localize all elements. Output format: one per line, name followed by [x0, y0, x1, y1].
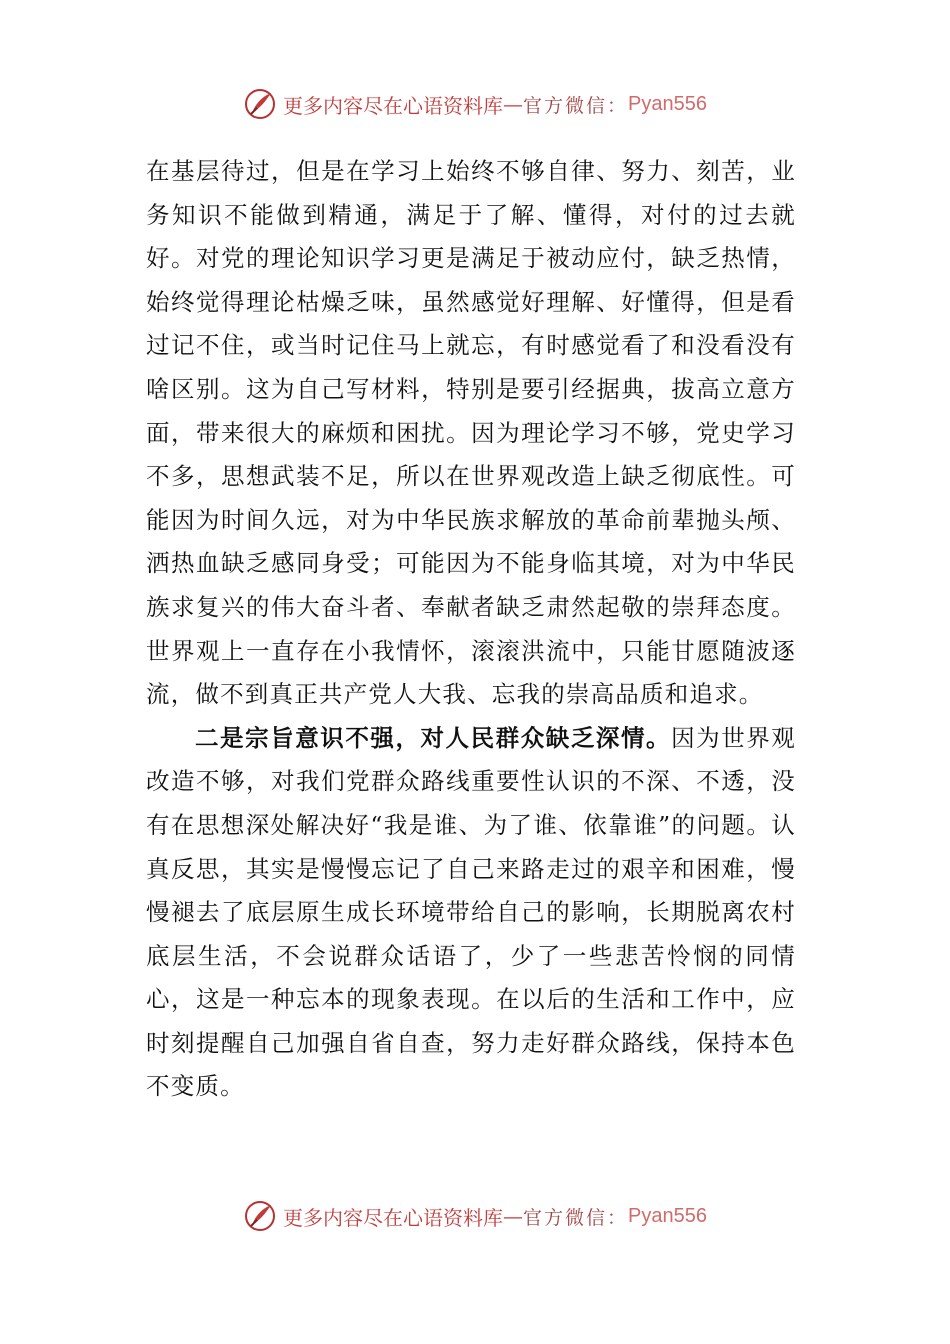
footer-wechat-label: 官方微信：: [523, 1206, 629, 1229]
paragraph-1: 在基层待过，但是在学习上始终不够自律、努力、刻苦，业务知识不能做到精通，满足于了解、懂得，对付的过去就好。对党的理论知识学习更是满足于被动应付，缺乏热情，始终觉得理论枯燥乏味，虽然感觉好理解、好懂得，但是看过记不住，或当时记住马上就忘，有时感觉看了和没看没有啥区别。这为自己写材料，特别是要引经据典，拔高立意方面，带来很大的麻烦和困扰。因为理论学习不够，党史学习不多，思想武装不足，所以在世界观改造上缺乏彻底性。可能因为时间久远，对为中华民族求解放的革命前辈抛头颅、洒热血缺乏感同身受；可能因为不能身临其境，对为中华民族求复兴的伟大奋斗者、奉献者缺乏肃然起敬的崇拜态度。世界观上一直存在小我情怀，滚滚洪流中，只能甘愿随波逐流，做不到真正共产党人大我、忘我的崇高品质和追求。: [146, 157, 796, 709]
footer-wechat-id: Pyan556: [628, 1204, 707, 1227]
header-wechat-label: 官方微信：: [523, 94, 629, 117]
paragraph-2-heading: 二是宗旨意识不强，对人民群众缺乏深情。: [195, 723, 672, 752]
document-body: [146, 150, 796, 1109]
header-banner: [0, 84, 950, 124]
footer-banner: [0, 1196, 950, 1236]
header-site-text: 更多内容尽在心语资料库: [283, 93, 503, 118]
paragraph-2-text: 因为世界观改造不够，对我们党群众路线重要性认识的不深、不透，没有在思想深处解决好“我是谁、为了谁、依靠谁”的问题。认真反思，其实是慢慢忘记了自己来路走过的艰辛和困难，慢慢褪去了底层原生成长环境带给自己的影响，长期脱离农村底层生活，不会说群众话语了，少了一些悲苦怜悯的同情心，这是一种忘本的现象表现。在以后的生活和工作中，应时刻提醒自己加强自省自查，努力走好群众路线，保持本色不变质。: [146, 723, 797, 1101]
footer-dash: —: [503, 1204, 523, 1228]
quill-logo-icon: [243, 1199, 277, 1233]
header-wechat-id: Pyan556: [628, 92, 707, 115]
paragraph-2: [146, 717, 796, 1109]
quill-logo-icon: [243, 87, 277, 121]
footer-site-text: 更多内容尽在心语资料库: [283, 1205, 503, 1230]
header-dash: —: [503, 92, 523, 116]
